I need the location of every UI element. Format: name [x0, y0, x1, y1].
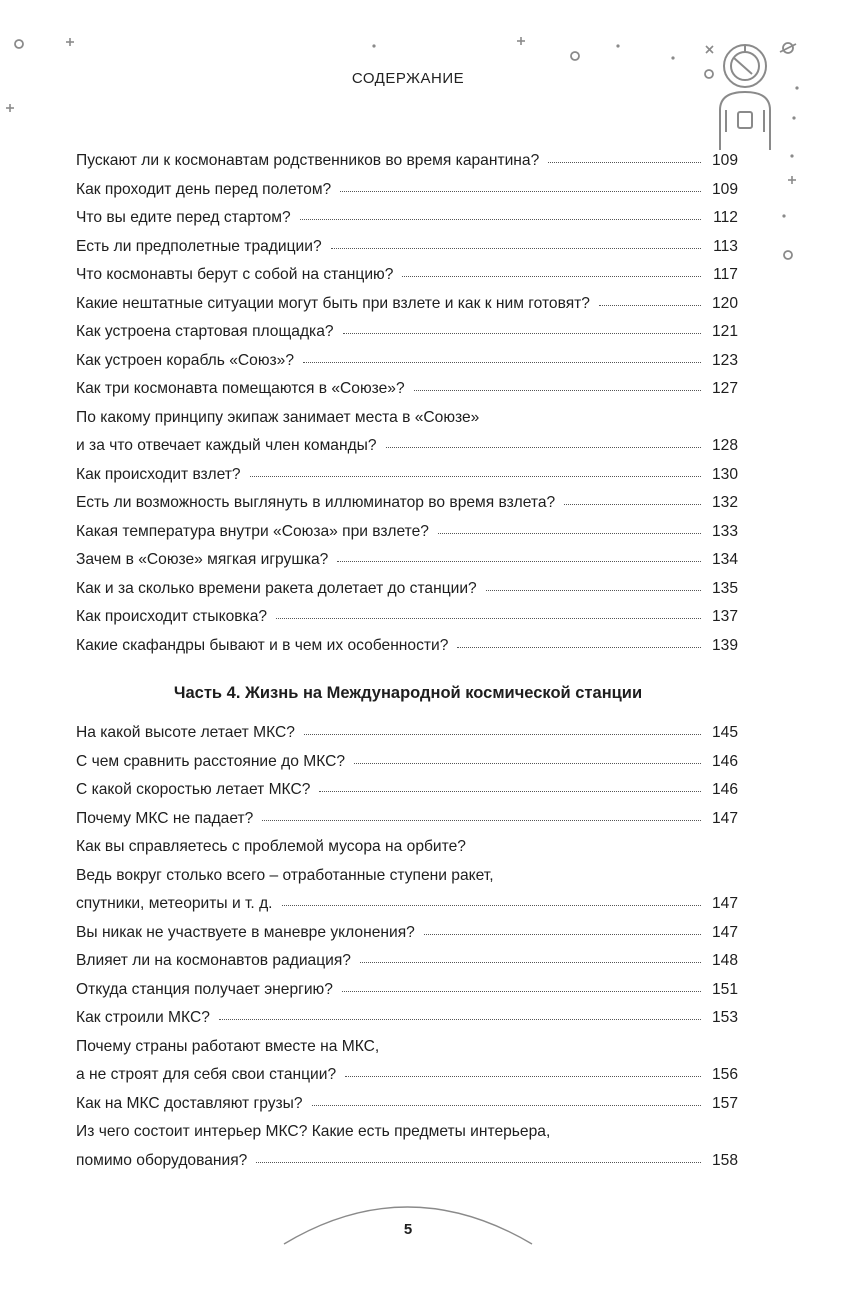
- dot-icon: [616, 44, 619, 47]
- toc-entry-title-line: Как устроен корабль «Союз»?: [76, 351, 295, 369]
- toc-entry-title-line: Есть ли предполетные традиции?: [76, 237, 322, 255]
- toc-entry-page: 128: [711, 437, 738, 454]
- toc-entry: [76, 776, 738, 805]
- toc-entry-page: 157: [711, 1094, 738, 1112]
- toc-entry: [76, 347, 738, 376]
- toc-entry-title-line: спутники, метеориты и т. д.: [76, 895, 273, 912]
- toc-entry-page: 132: [711, 494, 738, 511]
- star-icon: [706, 46, 713, 53]
- toc-entry-title-line: По какому принципу экипаж занимает места в «Союзе»: [76, 408, 480, 426]
- toc-entry-page: 148: [711, 952, 738, 969]
- toc-entry-title-line: Какие нештатные ситуации могут быть при взлете и как к ним готовят?: [76, 294, 590, 312]
- toc-entry: [76, 233, 738, 262]
- dot-icon: [782, 214, 785, 217]
- dot-leader: [340, 186, 701, 192]
- toc-entry-page: 109: [711, 180, 738, 198]
- toc-entry-title-line: Что вы едите перед стартом?: [76, 209, 291, 226]
- toc-entry: [76, 375, 738, 404]
- dot-leader: [402, 271, 701, 277]
- toc-entry-title-line: а не строят для себя свои станции?: [76, 1066, 337, 1083]
- toc-entry: [76, 976, 738, 1005]
- toc-entry-title-line: Какая температура внутри «Союза» при взлете?: [76, 522, 429, 540]
- dot-leader: [564, 499, 701, 505]
- toc-entry-page: 139: [711, 636, 738, 654]
- dot-leader: [414, 385, 701, 391]
- toc-entry-page: 147: [711, 895, 738, 912]
- toc-entry-page: 113: [713, 237, 738, 255]
- page-number: 5: [403, 1221, 413, 1238]
- toc-entry-title-line: С какой скоростью летает МКС?: [76, 781, 311, 798]
- toc-entry-page: 117: [713, 266, 738, 283]
- toc-entry-page: 158: [711, 1151, 738, 1169]
- dot-leader: [424, 929, 701, 935]
- toc-entry: [76, 575, 738, 604]
- star-icon: [517, 37, 525, 45]
- dot-leader: [486, 585, 701, 591]
- circle-icon: [15, 40, 23, 48]
- toc-entry-page: 134: [711, 551, 738, 568]
- dot-leader: [457, 642, 701, 648]
- toc-entry-page: 120: [711, 294, 738, 312]
- dot-leader: [337, 556, 701, 562]
- dot-leader: [250, 471, 701, 477]
- toc-entry-page: 112: [713, 209, 738, 226]
- toc-entry-title-line: Зачем в «Союзе» мягкая игрушка?: [76, 551, 329, 568]
- toc-entry: [76, 748, 738, 777]
- toc-entry-page: 146: [711, 752, 738, 770]
- toc-entry: [76, 290, 738, 319]
- dot-leader: [300, 214, 701, 220]
- toc-entry-title-line: Ведь вокруг столько всего – отработанные ступени ракет,: [76, 866, 494, 884]
- dot-icon: [372, 44, 375, 47]
- toc-entry-title-line: Как устроена стартовая площадка?: [76, 323, 334, 340]
- dot-leader: [354, 758, 701, 764]
- toc-entry: [76, 805, 738, 834]
- dot-leader: [319, 786, 701, 792]
- toc-entry: [76, 632, 738, 661]
- dot-icon: [790, 154, 793, 157]
- circle-icon: [571, 52, 579, 60]
- toc-entry-page: 130: [711, 465, 738, 483]
- toc-entry-title-line: Как три космонавта помещаются в «Союзе»?: [76, 380, 405, 397]
- dot-leader: [345, 1071, 701, 1077]
- dot-leader: [304, 729, 701, 735]
- toc-entry-title-line: На какой высоте летает МКС?: [76, 724, 295, 741]
- dot-leader: [599, 300, 701, 306]
- planet-icon: [780, 43, 796, 53]
- toc-entry-title-line: Как строили МКС?: [76, 1009, 210, 1026]
- dot-leader: [303, 357, 701, 363]
- circle-icon: [784, 251, 792, 259]
- dot-leader: [219, 1014, 701, 1020]
- dot-leader: [438, 528, 701, 534]
- toc-entry: [76, 1090, 738, 1119]
- toc-entry-title-line: Как происходит взлет?: [76, 465, 241, 483]
- section-title: Часть 4. Жизнь на Международной космической станции: [173, 684, 643, 702]
- toc-entry-page: 123: [711, 351, 738, 369]
- toc-entry: [76, 947, 738, 976]
- dot-leader: [312, 1100, 701, 1106]
- toc-entry-page: 127: [711, 380, 738, 397]
- dot-leader: [262, 815, 701, 821]
- dot-leader: [276, 613, 701, 619]
- dot-leader: [256, 1157, 701, 1163]
- dot-leader: [282, 900, 701, 906]
- toc-entry-title-line: Что космонавты берут с собой на станцию?: [76, 266, 394, 283]
- toc-entry: [76, 489, 738, 518]
- toc-entry-page: 145: [711, 724, 738, 741]
- toc-entry-page: 147: [711, 809, 738, 827]
- toc-entry: [76, 518, 738, 547]
- toc-entry-title-line: Есть ли возможность выглянуть в иллюминатор во время взлета?: [76, 494, 556, 511]
- toc-entry-title-line: Как происходит стыковка?: [76, 608, 268, 625]
- dot-leader: [343, 328, 701, 334]
- toc-entry: [76, 204, 738, 233]
- toc-entry-title-line: Почему МКС не падает?: [76, 809, 254, 827]
- toc-entry-page: 147: [711, 923, 738, 941]
- toc-entry-title-line: Как проходит день перед полетом?: [76, 180, 332, 198]
- astronaut-icon: [720, 45, 770, 150]
- toc-entry-page: 156: [711, 1066, 738, 1083]
- dot-leader: [360, 957, 701, 963]
- dot-leader: [331, 243, 701, 249]
- toc-entry-title-line: Влияет ли на космонавтов радиация?: [76, 952, 351, 969]
- toc-entry: [76, 1033, 738, 1090]
- dot-icon: [671, 56, 674, 59]
- toc-entry-title-line: С чем сравнить расстояние до МКС?: [76, 752, 346, 770]
- toc-entry-title-line: Как вы справляетесь с проблемой мусора на орбите?: [76, 838, 466, 855]
- dot-icon: [792, 116, 795, 119]
- toc-entry-title-line: Почему страны работают вместе на МКС,: [76, 1037, 380, 1055]
- page-header: СОДЕРЖАНИЕ: [351, 70, 465, 87]
- toc-entry: [76, 147, 738, 176]
- toc-entry: [76, 404, 738, 461]
- toc-list-part3: [76, 147, 738, 660]
- toc-entry-page: 146: [711, 781, 738, 798]
- toc-entry-page: 121: [711, 323, 738, 340]
- toc-entry-title-line: Откуда станция получает энергию?: [76, 980, 333, 998]
- toc-entry-title-line: Пускают ли к космонавтам родственников во время карантина?: [76, 152, 540, 169]
- toc-entry-page: 135: [711, 579, 738, 597]
- star-icon: [6, 104, 14, 112]
- toc-entry-title-line: Из чего состоит интерьер МКС? Какие есть предметы интерьера,: [76, 1123, 551, 1140]
- star-icon: [66, 38, 74, 46]
- toc-entry: [76, 1004, 738, 1033]
- toc-entry: [76, 719, 738, 748]
- toc-list-part4: [76, 719, 738, 1175]
- dot-leader: [386, 442, 701, 448]
- toc-entry: [76, 603, 738, 632]
- toc-entry-title-line: Какие скафандры бывают и в чем их особенности?: [76, 636, 449, 654]
- toc-entry-page: 137: [711, 608, 738, 625]
- toc-entry: [76, 919, 738, 948]
- toc-entry: [76, 833, 738, 919]
- toc-entry-page: 133: [711, 522, 738, 540]
- toc-entry: [76, 318, 738, 347]
- toc-entry-title-line: Как и за сколько времени ракета долетает до станции?: [76, 579, 477, 597]
- toc-entry: [76, 461, 738, 490]
- toc-entry: [76, 546, 738, 575]
- toc-entry-page: 151: [711, 980, 738, 998]
- toc-entry-title-line: помимо оборудования?: [76, 1151, 248, 1169]
- toc-entry-title-line: Как на МКС доставляют грузы?: [76, 1094, 303, 1112]
- dot-leader: [548, 157, 701, 163]
- toc-entry-page: 109: [711, 152, 738, 169]
- toc-entry: [76, 1118, 738, 1175]
- star-icon: [788, 176, 796, 184]
- dot-leader: [342, 986, 701, 992]
- toc-entry-title-line: и за что отвечает каждый член команды?: [76, 437, 377, 454]
- toc-entry-title-line: Вы никак не участвуете в маневре уклонения?: [76, 923, 415, 941]
- toc-entry: [76, 176, 738, 205]
- toc-entry: [76, 261, 738, 290]
- toc-entry-page: 153: [711, 1009, 738, 1026]
